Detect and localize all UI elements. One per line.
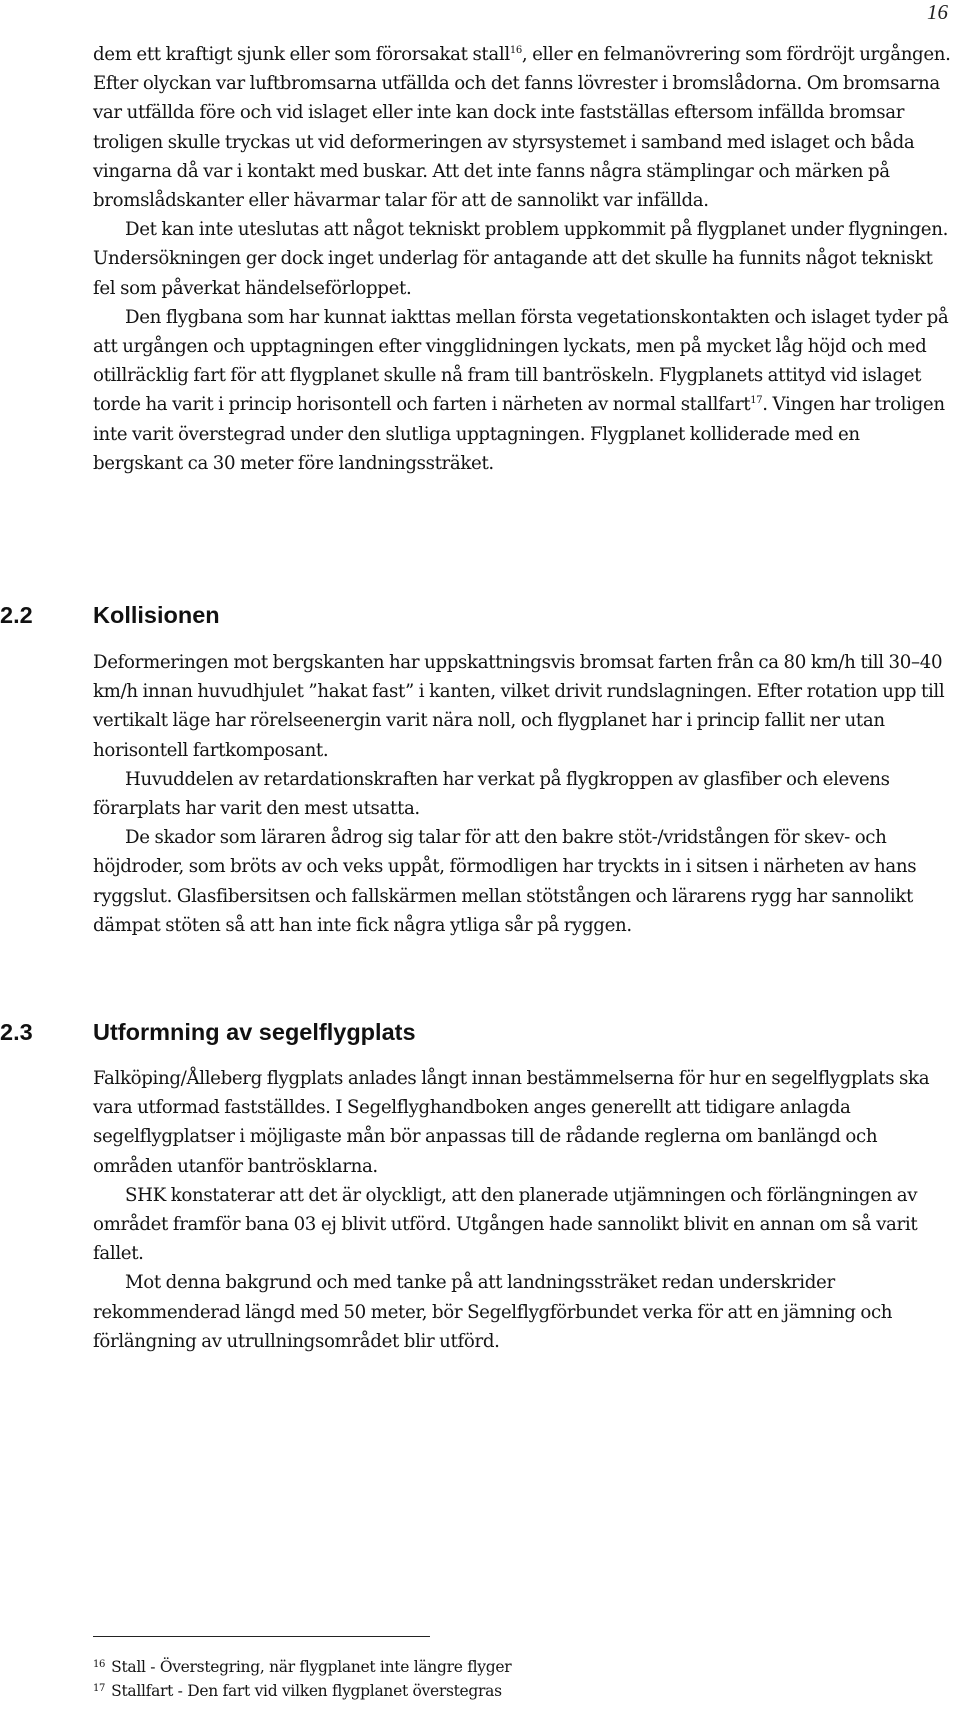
- paragraph: dem ett kraftigt sjunk eller som förorsakat stall$^{16}$, eller en felmanövrering som fördröjt urgången. Efter olyckan var luftbromsarna utfällda och det fanns lövrester i bromslådorna. Om bromsarna var utfällda före och vid islaget eller inte kan dock inte fastställas eftersom infällda bromsar troligen skulle tryckas ut vid deformeringen av styrsystemet i samband med islaget och båda vingarna då var i kontakt med buskar. Att det inte fanns några stämplingar och märken på bromslådskanter eller hävarmar talar för att de sannolikt var infällda.: [93, 44, 951, 212]
- section-body: [93, 648, 951, 940]
- section-number: 2.3: [0, 1019, 33, 1045]
- paragraph: Det kan inte uteslutas att något tekniskt problem uppkommit på flygplanet under flygningen. Undersökningen ger dock inget underlag för antagande att det skulle ha funnits något tekniskt fel som påverkat händelseförloppet.: [93, 219, 949, 299]
- paragraph: Huvuddelen av retardationskraften har verkat på flygkroppen av glasfiber och elevens förarplats har varit den mest utsatta.: [93, 768, 890, 820]
- section-title: Utformning av segelflygplats: [93, 1019, 416, 1045]
- section-body: [93, 1064, 951, 1356]
- paragraph: SHK konstaterar att det är olyckligt, att den planerade utjämningen och förlängningen av området framför bana 03 ej blivit utförd. Utgången hade sannolikt blivit en annan om så varit fallet.: [93, 1184, 918, 1265]
- paragraph: Deformeringen mot bergskanten har uppskattningsvis bromsat farten från ca 80 km/h till 30–40 km/h innan huvudhjulet ”hakat fast” i kanten, vilket drivit rundslagningen. Efter rotation upp till vertikalt läge har rörelseenergin varit nära noll, och flygplanet har i princip fallit ner utan horisontell fartkomposant.: [93, 652, 945, 761]
- section-title: Kollisionen: [93, 602, 220, 628]
- footnotes: [93, 1655, 511, 1703]
- section-number: 2.2: [0, 602, 33, 628]
- footnote-number: 17: [93, 1683, 106, 1694]
- paragraph: Falköping/Ålleberg flygplats anlades långt innan bestämmelserna för hur en segelflygplats ska vara utformad fastställdes. I Segelflyghandboken anges generellt att tidigare anlagda segelflygplatser i möjligaste mån bör anpassas till de rådande reglerna om banlängd och områden utanför bantrösklarna.: [93, 1068, 930, 1177]
- footnote: [93, 1655, 511, 1679]
- footnote-text: Stallfart - Den fart vid vilken flygplanet överstegras: [111, 1682, 502, 1700]
- footnote-ref[interactable]: 16: [509, 45, 522, 56]
- footnote: [93, 1679, 511, 1703]
- footnote-text: Stall - Överstegring, när flygplanet inte längre flyger: [111, 1658, 512, 1676]
- intro-text: [93, 40, 951, 478]
- page-number: 16: [927, 0, 948, 24]
- paragraph: Mot denna bakgrund och med tanke på att landningssträket redan underskrider rekommenderad längd med 50 meter, bör Segelflygförbundet verka för att en jämning och förlängning av utrullningsområdet blir utförd.: [93, 1272, 893, 1352]
- footnote-divider: [93, 1636, 430, 1637]
- paragraph: De skador som läraren ådrog sig talar för att den bakre stöt-/vridstången för skev- och höjdroder, som bröts av och veks uppåt, förmodligen har tryckts in i sitsen i närheten av hans ryggslut. Glasfibersitsen och fallskärmen mellan stötstången och lärarens rygg har sannolikt dämpat stöten så att han inte fick några ytliga sår på ryggen.: [93, 827, 917, 936]
- footnote-ref[interactable]: 17: [750, 395, 763, 407]
- paragraph: Den flygbana som har kunnat iakttas mellan första vegetationskontakten och islaget tyder på att urgången och upptagningen efter vingglidningen lyckats, men på mycket låg höjd och med otillräcklig fart för att flygplanet skulle nå fram till bantröskeln. Flygplanets attityd vid islaget torde ha varit i princip horisontell och farten i närheten av normal stallfart$^{17}$. Vingen har troligen inte varit överstegrad under den slutliga upptagningen. Flygplanet kolliderade med en bergskant ca 30 meter före landningssträket.: [93, 306, 949, 474]
- footnote-number: 16: [93, 1659, 106, 1670]
